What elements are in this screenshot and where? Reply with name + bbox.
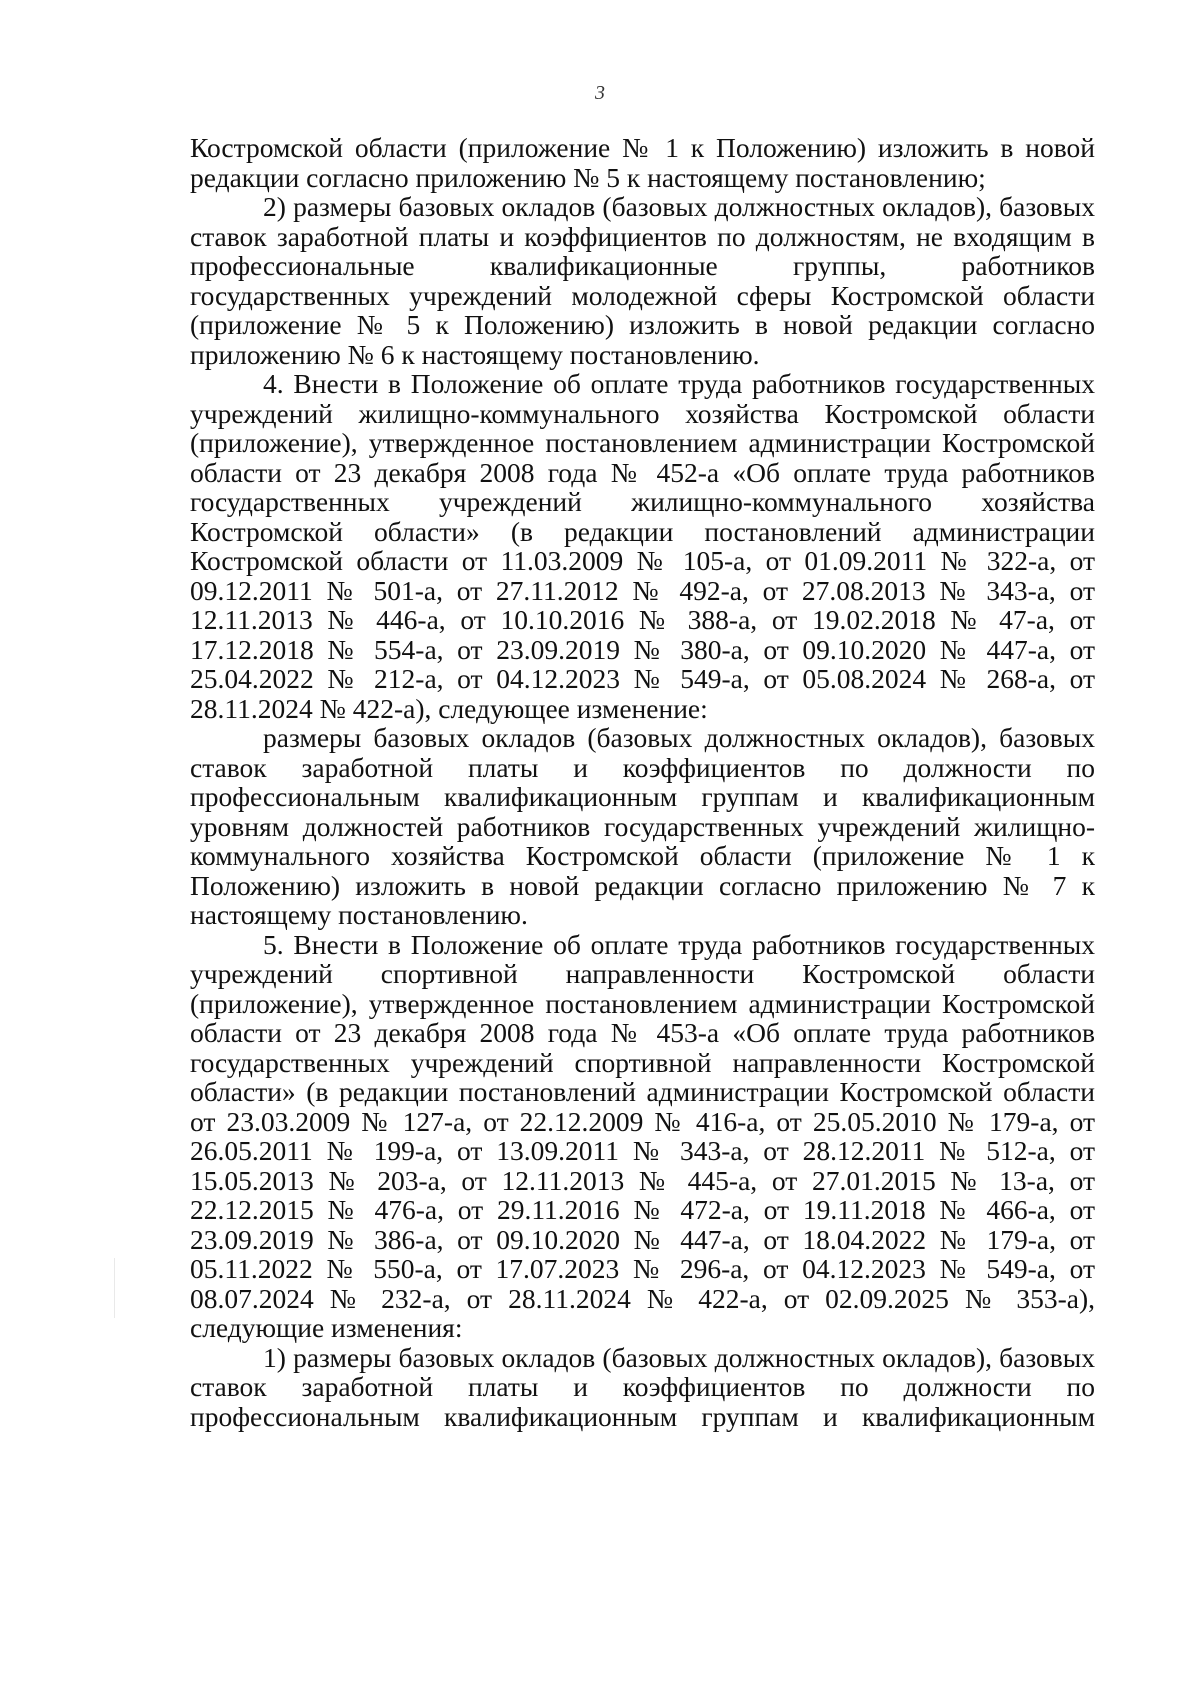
paragraph-item-5-1: 1) размеры базовых окладов (базовых должностных окладов), базовых ставок заработной платы и коэффициентов по должности по профессиональным квалификационным группам и квалификационным <box>190 1341 1095 1432</box>
paragraph-section-4: 4. Внести в Положение об оплате труда работников государственных учреждений жилищно-коммунального хозяйства Костромской области (приложение), утвержденное постановлением администрации Костромской области от 23 декабря 2008 года № 452-а «Об оплате труда работников государственных учреждений жилищно-коммунального хозяйства Костромской области» (в редакции постановлений администрации Костромской области от 11.03.2009 № 105-а, от 01.09.2011 № 322-а, от 09.12.2011 № 501-а, от 27.11.2012 № 492-а, от 27.08.2013 № 343-а, от 12.11.2013 № 446-а, от 10.10.2016 № 388-а, от 19.02.2018 № 47-а, от 17.12.2018 № 554-а, от 23.09.2019 № 380-а, от 09.10.2020 № 447-а, от 25.04.2022 № 212-а, от 04.12.2023 № 549-а, от 05.08.2024 № 268-а, от 28.11.2024 № 422-а), следующее изменение: <box>190 368 1095 724</box>
paragraph-continuation: Костромской области (приложение № 1 к Положению) изложить в новой редакции согласно приложению № 5 к настоящему постановлению; <box>190 132 1095 193</box>
paragraph-section-5: 5. Внести в Положение об оплате труда работников государственных учреждений спортивной направленности Костромской области (приложение), утвержденное постановлением администрации Костромской области от 23 декабря 2008 года № 453-а «Об оплате труда работников государственных учреждений спортивной направленности Костромской области» (в редакции постановлений администрации Костромской области от 23.03.2009 № 127-а, от 22.12.2009 № 416-а, от 25.05.2010 № 179-а, от 26.05.2011 № 199-а, от 13.09.2011 № 343-а, от 28.12.2011 № 512-а, от 15.05.2013 № 203-а, от 12.11.2013 № 445-а, от 27.01.2015 № 13-а, от 22.12.2015 № 476-а, от 29.11.2016 № 472-а, от 19.11.2018 № 466-а, от 23.09.2019 № 386-а, от 09.10.2020 № 447-а, от 18.04.2022 № 179-а, от 05.11.2022 № 550-а, от 17.07.2023 № 296-а, от 04.12.2023 № 549-а, от 08.07.2024 № 232-а, от 28.11.2024 № 422-а, от 02.09.2025 № 353-а), следующие изменения: <box>190 928 1095 1343</box>
scan-artifact <box>114 1258 115 1318</box>
page-number: 3 <box>595 82 605 104</box>
paragraph-item-3-2: 2) размеры базовых окладов (базовых должностных окладов), базовых ставок заработной платы и коэффициентов по должностям, не входящим в профессиональные квалификационные группы, работников государственных учреждений молодежной сферы Костромской области (приложение № 5 к Положению) изложить в новой редакции согласно приложению № 6 к настоящему постановлению. <box>190 191 1095 370</box>
paragraph-section-4-change: размеры базовых окладов (базовых должностных окладов), базовых ставок заработной платы и коэффициентов по должности по профессиональным квалификационным группам и квалификационным уровням должностей работников государственных учреждений жилищно-коммунального хозяйства Костромской области (приложение № 1 к Положению) изложить в новой редакции согласно приложению № 7 к настоящему постановлению. <box>190 722 1095 930</box>
document-body <box>190 133 1095 1431</box>
